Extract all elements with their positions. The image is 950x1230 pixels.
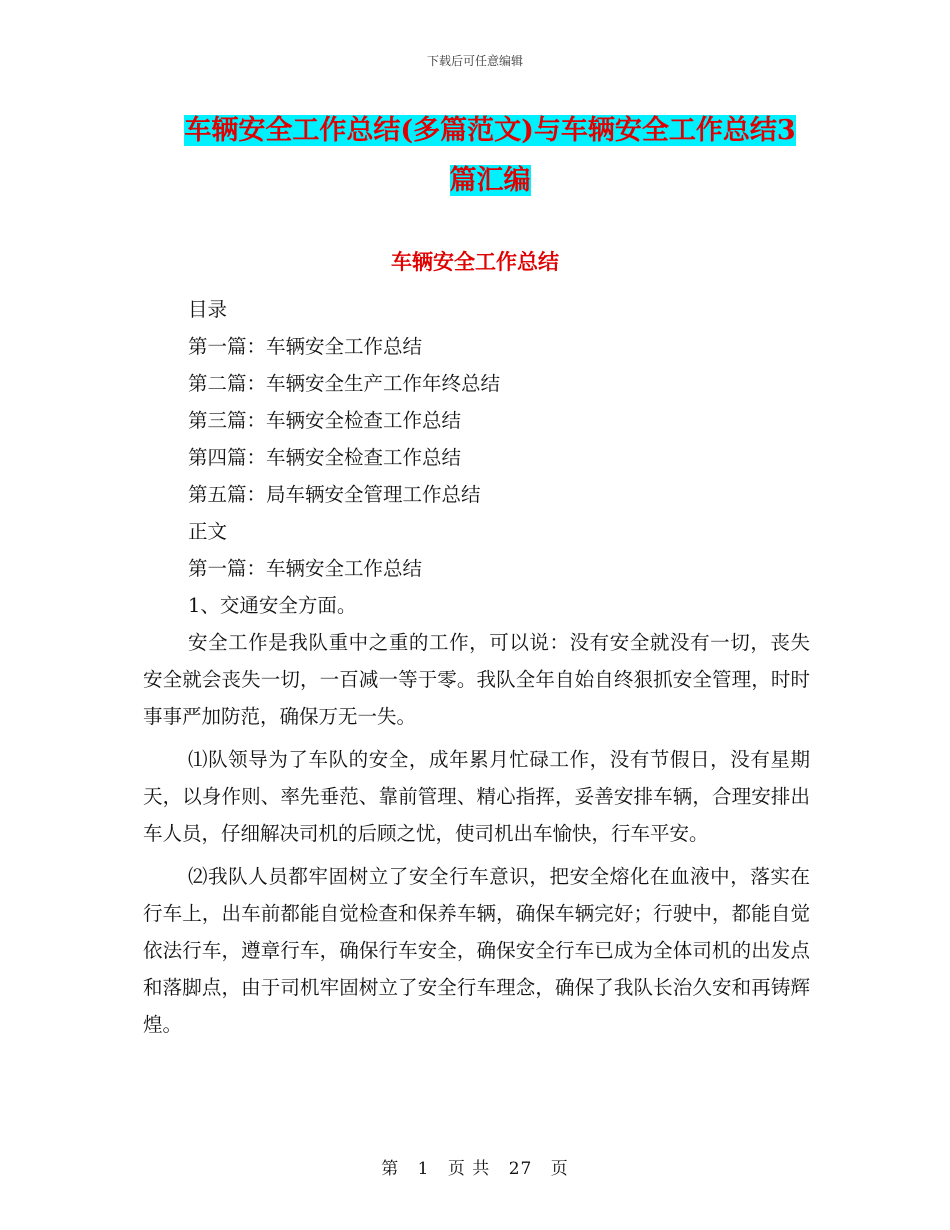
footer-middle: 页 共 xyxy=(447,1159,491,1179)
toc-item: 第一篇：车辆安全工作总结 xyxy=(188,335,423,358)
title-line-1: 车辆安全工作总结(多篇范文)与车辆安全工作总结3 xyxy=(184,115,796,146)
section-title: 车辆安全工作总结 xyxy=(391,249,559,274)
subheading: 1、交通安全方面。 xyxy=(188,594,357,617)
paragraph: 安全工作是我队重中之重的工作，可以说：没有安全就没有一切，丧失安全就会丧失一切，一百减一等于零。我队全年自始自终狠抓安全管理，时时事事严加防范，确保万无一失。 xyxy=(143,631,810,728)
toc-label: 目录 xyxy=(188,298,228,321)
header-note: 下载后可任意编辑 xyxy=(426,54,523,68)
title-line-2: 篇汇编 xyxy=(449,165,531,196)
footer-prefix: 第 xyxy=(381,1159,400,1179)
body-label: 正文 xyxy=(188,520,228,543)
chapter-heading: 第一篇：车辆安全工作总结 xyxy=(188,557,423,580)
toc-item: 第三篇：车辆安全检查工作总结 xyxy=(188,409,462,432)
paragraph: ⑴队领导为了车队的安全，成年累月忙碌工作，没有节假日，没有星期天，以身作则、率先垂范、靠前管理、精心指挥，妥善安排车辆，合理安排出车人员，仔细解决司机的后顾之忧，使司机出车愉快，行车平安。 xyxy=(143,748,810,845)
footer-total-pages: 27 xyxy=(508,1159,533,1179)
footer-page-number: 1 xyxy=(417,1159,430,1179)
toc-item: 第二篇：车辆安全生产工作年终总结 xyxy=(188,372,501,395)
toc-item: 第五篇：局车辆安全管理工作总结 xyxy=(188,483,481,506)
toc-item: 第四篇：车辆安全检查工作总结 xyxy=(188,446,462,469)
footer-suffix: 页 xyxy=(550,1159,569,1179)
document-body xyxy=(143,291,810,1043)
document-title xyxy=(140,106,840,206)
page-footer xyxy=(0,1154,950,1179)
paragraph: ⑵我队人员都牢固树立了安全行车意识，把安全熔化在血液中，落实在行车上，出车前都能自觉检查和保养车辆，确保车辆完好；行驶中，都能自觉依法行车，遵章行车，确保行车安全，确保安全行车已成为全体司机的出发点和落脚点，由于司机牢固树立了安全行车理念，确保了我队长治久安和再铸辉煌。 xyxy=(143,865,810,1036)
